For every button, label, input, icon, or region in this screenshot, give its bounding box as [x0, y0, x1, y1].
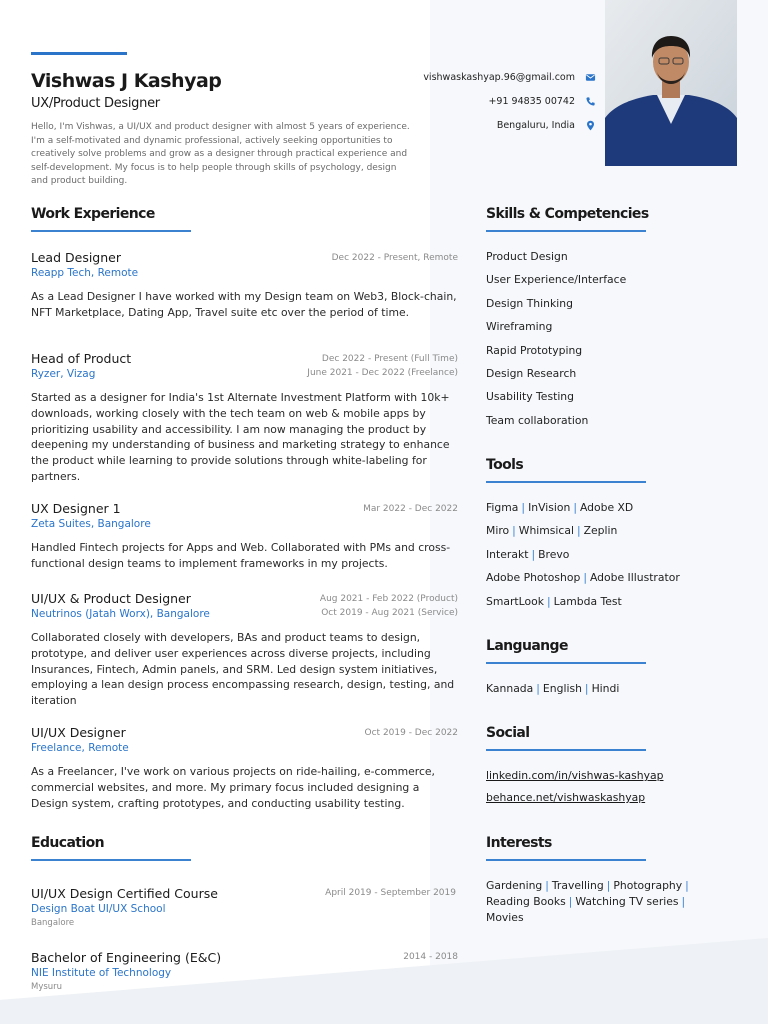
- phone-text: +91 94835 00742: [488, 96, 575, 107]
- job-date-line: Dec 2022 - Present, Remote: [331, 253, 458, 263]
- language-item: English: [542, 682, 582, 695]
- tools-heading: Tools: [486, 457, 524, 473]
- tool-item: Whimsical: [518, 524, 574, 538]
- work-experience-underline: [31, 230, 191, 232]
- education-entry: [31, 950, 458, 992]
- interest-item: Movies: [486, 911, 524, 924]
- job-company: Ryzer, Vizag: [31, 368, 96, 380]
- tool-item: SmartLook: [486, 594, 544, 608]
- location-text: Bengaluru, India: [496, 120, 575, 131]
- profile-summary: Hello, I'm Vishwas, a UI/UX and product designer with almost 5 years of experience. I'm a self-motivated and dynamic professional, actively seeking opportunities to creatively solve problems and grow as a designer through practical experience and self-development. My focus is to help people through skills of psychology, design and product building.: [31, 122, 410, 187]
- job-date-line: Dec 2022 - Present (Full Time): [321, 354, 458, 364]
- skills-underline: [486, 230, 646, 232]
- job-date-line: June 2021 - Dec 2022 (Freelance): [307, 367, 458, 378]
- job-title: UX Designer 1: [31, 501, 121, 516]
- language-item: Hindi: [591, 682, 620, 695]
- job-title: Head of Product: [31, 351, 132, 366]
- separator: |: [568, 895, 573, 908]
- job-date-line: Oct 2019 - Aug 2021 (Service): [321, 607, 458, 618]
- language-underline: [486, 662, 646, 664]
- job-company: Reapp Tech, Remote: [31, 267, 139, 279]
- linkedin-link[interactable]: linkedin.com/in/vishwas-kashyap: [486, 769, 664, 782]
- job-title: UI/UX Designer: [31, 725, 126, 740]
- pin-icon: [585, 120, 596, 131]
- work-experience-heading: Work Experience: [31, 206, 155, 222]
- job-dates: [320, 593, 458, 620]
- mail-icon: [585, 72, 596, 83]
- profile-photo: [605, 0, 737, 166]
- separator: |: [584, 682, 589, 695]
- interests-heading: Interests: [486, 835, 552, 851]
- tools-row: [486, 548, 680, 571]
- job-date-line: Aug 2021 - Feb 2022 (Product): [319, 594, 458, 604]
- tools-row: [486, 524, 680, 547]
- separator: |: [531, 547, 536, 561]
- job-description: Collaborated closely with developers, BAs and product teams to design, prototype, and deliver user experiences across diverse projects, including Insurances, Fintech, Admin panels, and SRM. Led design system initiatives, employing a lean design process encompassing research, design, testing, and iteration: [31, 631, 455, 708]
- email-text: vishwaskashyap.96@gmail.com: [423, 72, 575, 83]
- education-title: Bachelor of Engineering (E&C): [31, 950, 222, 965]
- job-entry: [31, 501, 458, 572]
- education-heading: Education: [31, 835, 104, 851]
- education-underline: [31, 859, 191, 861]
- tool-item: Miro: [486, 524, 510, 538]
- skill-item: Design Research: [486, 366, 577, 380]
- separator: |: [545, 879, 549, 892]
- tool-item: Zeplin: [583, 524, 618, 538]
- job-entry: [31, 351, 458, 485]
- header-accent-line: [31, 52, 127, 55]
- interests-underline: [486, 859, 646, 861]
- education-location: Mysuru: [31, 982, 63, 992]
- contact-email[interactable]: [336, 72, 596, 83]
- job-description: As a Freelancer, I've work on various projects on ride-hailing, e-commerce, commercial websites, and more. My primary focus included designing a Design system, crafting prototypes, and conducting usability testing.: [31, 765, 435, 810]
- person-role: UX/Product Designer: [31, 96, 160, 111]
- tool-item: Lambda Test: [553, 594, 622, 608]
- tool-item: Adobe Photoshop: [486, 571, 581, 585]
- phone-icon: [585, 96, 596, 107]
- tools-row: [486, 595, 680, 618]
- tools-row: [486, 501, 680, 524]
- education-location: Bangalore: [31, 918, 75, 928]
- separator: |: [685, 879, 689, 892]
- tools-row: [486, 571, 680, 594]
- job-date-line: Oct 2019 - Dec 2022: [364, 728, 458, 738]
- interest-item: Gardening: [486, 879, 543, 892]
- language-item: Kannada: [486, 682, 534, 695]
- behance-link[interactable]: behance.net/vishwaskashyap: [486, 791, 646, 804]
- job-dates: [332, 252, 458, 266]
- interest-item: Photography: [613, 879, 683, 892]
- separator: |: [606, 879, 611, 892]
- separator: |: [546, 594, 551, 608]
- job-company: Zeta Suites, Bangalore: [31, 518, 151, 530]
- tool-item: Brevo: [538, 547, 570, 561]
- skill-item: Usability Testing: [486, 390, 575, 404]
- tool-item: InVision: [528, 501, 571, 514]
- tool-item: Interakt: [486, 547, 529, 561]
- skills-list: [486, 250, 626, 437]
- separator: |: [576, 524, 581, 538]
- skill-item: Team collaboration: [486, 413, 589, 427]
- job-title: UI/UX & Product Designer: [31, 591, 191, 606]
- interest-item: Reading Books: [486, 895, 566, 908]
- social-heading: Social: [486, 725, 530, 741]
- job-dates: [365, 727, 458, 741]
- job-entry: [31, 725, 458, 811]
- tool-item: Adobe Illustrator: [589, 571, 680, 585]
- education-school: NIE Institute of Technology: [31, 967, 172, 979]
- separator: |: [583, 571, 587, 585]
- skill-item: Rapid Prototyping: [486, 343, 583, 357]
- job-entry: [31, 250, 458, 321]
- job-company: Freelance, Remote: [31, 742, 129, 754]
- contact-phone[interactable]: [336, 96, 596, 107]
- tool-item: Adobe XD: [579, 501, 634, 514]
- job-company: Neutrinos (Jatah Worx), Bangalore: [31, 608, 210, 620]
- separator: |: [573, 501, 577, 514]
- separator: |: [521, 501, 526, 514]
- job-description: As a Lead Designer I have worked with my Design team on Web3, Block-chain, NFT Marketplace, Dating App, Travel suite etc over the period of time.: [31, 290, 457, 319]
- separator: |: [536, 682, 540, 695]
- skill-item: User Experience/Interface: [486, 273, 627, 287]
- separator: |: [681, 895, 686, 908]
- education-school: Design Boat UI/UX School: [31, 903, 166, 915]
- skills-heading: Skills & Competencies: [486, 206, 649, 222]
- person-name: Vishwas J Kashyap: [31, 70, 222, 92]
- job-title: Lead Designer: [31, 250, 121, 265]
- language-list: [486, 682, 619, 705]
- language-heading: Languange: [486, 638, 568, 654]
- job-dates: [363, 503, 458, 517]
- tools-list: [486, 501, 680, 618]
- education-dates: 2014 - 2018: [403, 952, 458, 962]
- separator: |: [512, 524, 516, 538]
- education-dates: April 2019 - September 2019: [325, 888, 456, 898]
- interests-list: [486, 878, 706, 926]
- skill-item: Design Thinking: [486, 296, 573, 310]
- social-underline: [486, 749, 646, 751]
- education-title: UI/UX Design Certified Course: [31, 886, 218, 901]
- tool-item: Figma: [486, 501, 519, 514]
- contact-location: [336, 120, 596, 131]
- job-dates: [307, 353, 458, 380]
- job-entry: [31, 591, 458, 709]
- skill-item: Product Design: [486, 250, 568, 263]
- language-row: [486, 682, 619, 705]
- job-date-line: Mar 2022 - Dec 2022: [363, 504, 458, 514]
- interest-item: Travelling: [551, 879, 604, 892]
- education-entry: [31, 886, 456, 928]
- interest-item: Watching TV series: [575, 895, 679, 908]
- job-description: Handled Fintech projects for Apps and Web. Collaborated with PMs and cross-functional design teams to implement frameworks in my projects.: [31, 541, 451, 570]
- tools-underline: [486, 481, 646, 483]
- skill-item: Wireframing: [486, 320, 553, 334]
- job-description: Started as a designer for India's 1st Alternate Investment Platform with 10k+ downloads, working closely with the tech team on web & mobile apps by prioritizing usability and accessibility. I am now managing the product by deepening my understanding of business and marketing strategy to enhance the product while learning to provide solutions through white-labeling for partners.: [31, 391, 450, 483]
